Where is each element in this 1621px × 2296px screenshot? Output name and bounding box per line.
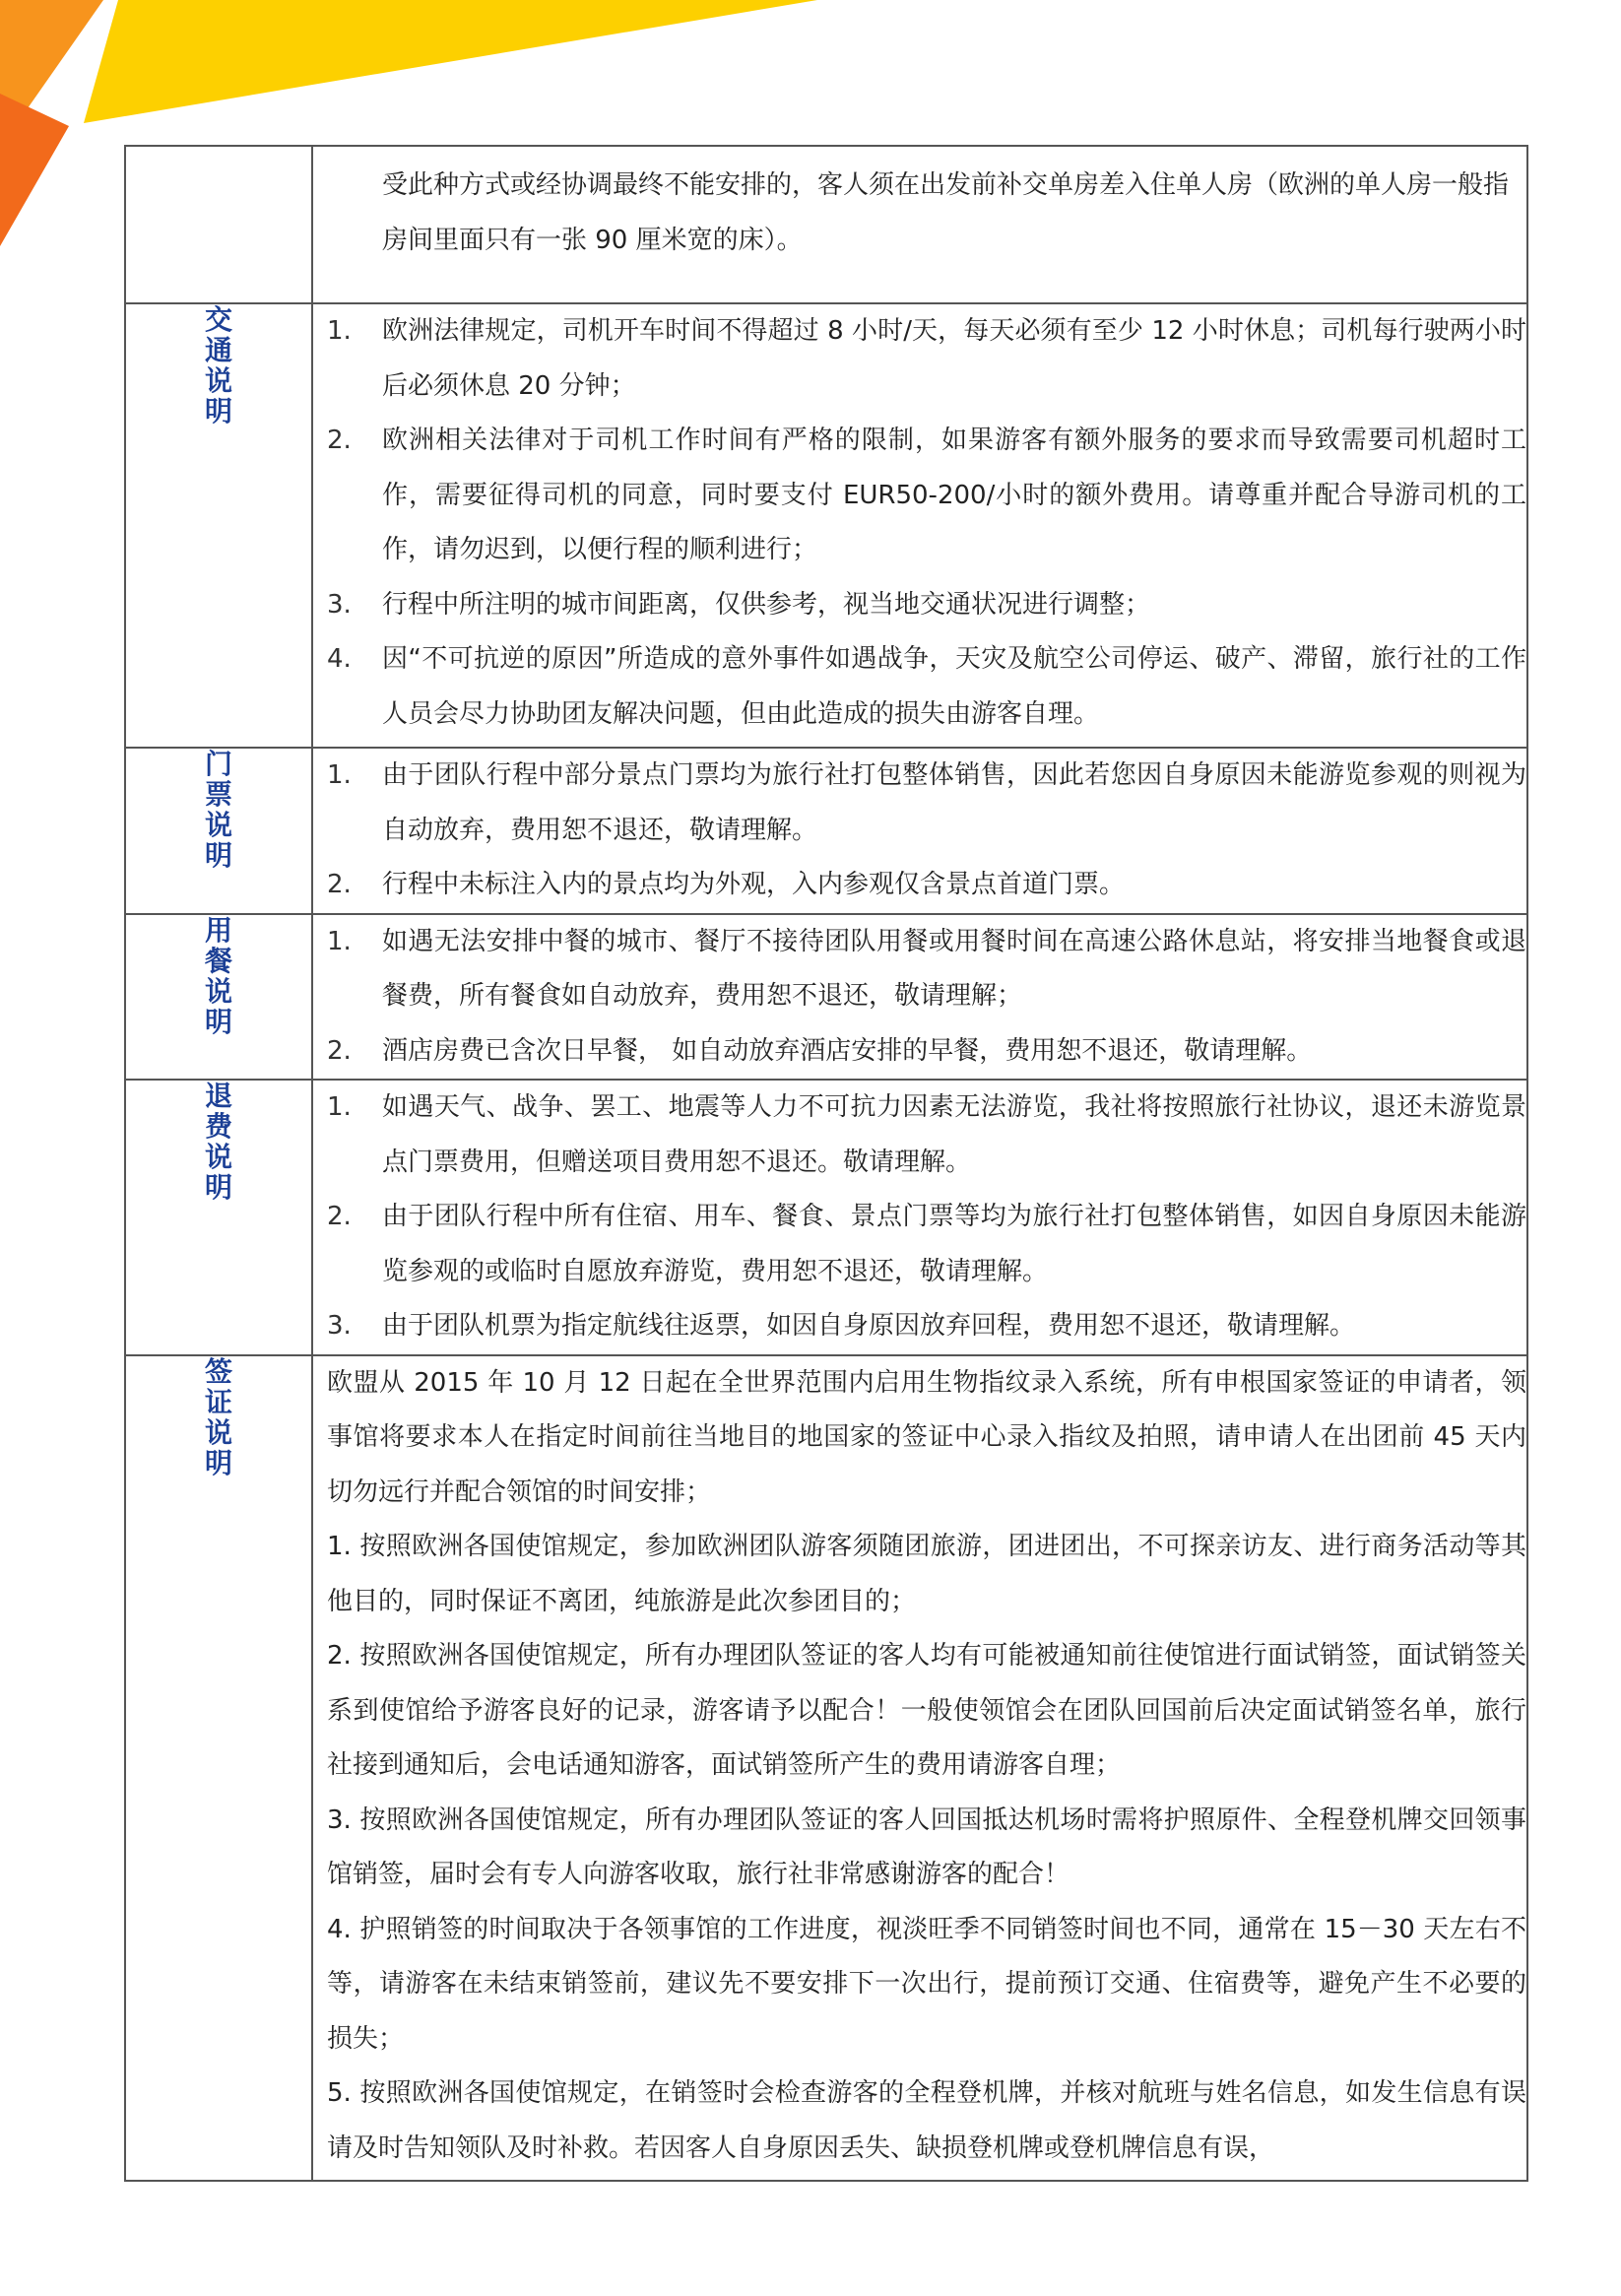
- table-row: [125, 146, 1527, 303]
- visa-paragraph: 欧盟从 2015 年 10 月 12 日起在全世界范围内启用生物指纹录入系统，所有申根国家签证的申请者，领事馆将要求本人在指定时间前往当地目的地国家的签证中心录入指纹及拍照，请申请人在出团前 45 天内切勿远行并配合领馆的时间安排；: [327, 1367, 1526, 1507]
- item-text: 由于团队机票为指定航线往返票，如因自身原因放弃回程，费用恕不退还，敬请理解。: [382, 1311, 1356, 1341]
- visa-paragraph: 4. 护照销签的时间取决于各领事馆的工作进度，视淡旺季不同销签时间也不同，通常在 15－30 天左右不等，请游客在未结束销签前，建议先不要安排下一次出行，提前预订交通、住宿费等，避免产生不必要的损失；: [327, 1914, 1526, 2054]
- list-item: [313, 304, 1526, 414]
- section-heading: 退费说明: [204, 1080, 232, 1204]
- body-cell: [312, 1355, 1527, 2181]
- list-item: [313, 632, 1526, 742]
- table-row: [125, 748, 1527, 914]
- heading-cell: [125, 303, 312, 748]
- item-number: 2.: [327, 1202, 352, 1231]
- list-item: [313, 578, 1526, 633]
- visa-paragraph: 5. 按照欧洲各国使馆规定，在销签时会检查游客的全程登机牌，并核对航班与姓名信息，如发生信息有误请及时告知领队及时补救。若因客人自身原因丢失、缺损登机牌或登机牌信息有误，: [327, 2078, 1526, 2163]
- list-item: [313, 749, 1526, 858]
- item-number: 1.: [327, 926, 352, 956]
- list-item: [313, 858, 1526, 913]
- list-item: [313, 1190, 1526, 1299]
- item-text: 因“不可抗逆的原因”所造成的意外事件如遇战争，天灾及航空公司停运、破产、滞留，旅行社的工作人员会尽力协助团友解决问题，但由此造成的损失由游客自理。: [382, 644, 1526, 729]
- heading-cell: [125, 1355, 312, 2181]
- heading-cell: [125, 1080, 312, 1355]
- list-item: [313, 1024, 1526, 1080]
- visa-paragraph: 2. 按照欧洲各国使馆规定，所有办理团队签证的客人均有可能被通知前往使馆进行面试销签，面试销签关系到使馆给予游客良好的记录，游客请予以配合！一般使领馆会在团队回国前后决定面试销签名单，旅行社接到通知后，会电话通知游客，面试销签所产生的费用请游客自理；: [327, 1641, 1526, 1780]
- section-heading: 交通说明: [204, 303, 232, 427]
- item-number: 3.: [327, 589, 352, 620]
- info-table: [124, 145, 1528, 2182]
- yellow-shard: [84, 0, 817, 123]
- item-number: 1.: [327, 316, 352, 346]
- item-number: 1.: [327, 760, 352, 790]
- item-number: 3.: [327, 1311, 352, 1341]
- item-text: 行程中未标注入内的景点均为外观，入内参观仅含景点首道门票。: [382, 870, 1126, 899]
- item-number: 1.: [327, 1092, 352, 1122]
- orange-shard-lower: [0, 94, 69, 246]
- table-row: [125, 914, 1527, 1081]
- table-row: [125, 303, 1527, 748]
- item-number: 2.: [327, 870, 352, 899]
- visa-paragraph: 3. 按照欧洲各国使馆规定，所有办理团队签证的客人回国抵达机场时需将护照原件、全程登机牌交回领事馆销签，届时会有专人向游客收取，旅行社非常感谢游客的配合！: [327, 1804, 1526, 1889]
- empty-heading-cell: [125, 146, 312, 303]
- body-cell: [312, 146, 1527, 303]
- item-text: 行程中所注明的城市间距离，仅供参考，视当地交通状况进行调整；: [382, 589, 1151, 620]
- item-text: 酒店房费已含次日早餐， 如自动放弃酒店安排的早餐，费用恕不退还，敬请理解。: [382, 1035, 1313, 1066]
- item-number: 2.: [327, 426, 352, 455]
- table-row: [125, 1080, 1527, 1355]
- heading-cell: [125, 914, 312, 1081]
- body-cell: [312, 1080, 1527, 1355]
- item-text: 欧洲法律规定，司机开车时间不得超过 8 小时/天，每天必须有至少 12 小时休息；司机每行驶两小时后必须休息 20 分钟；: [382, 316, 1526, 401]
- section-heading: 签证说明: [204, 1354, 232, 1479]
- visa-paragraph: 1. 按照欧洲各国使馆规定，参加欧洲团队游客须随团旅游，团进团出，不可探亲访友、进行商务活动等其他目的，同时保证不离团，纯旅游是此次参团目的；: [327, 1532, 1526, 1616]
- body-cell: [312, 914, 1527, 1081]
- item-number: 2.: [327, 1035, 352, 1066]
- list-item: [313, 1299, 1526, 1354]
- list-item: [313, 1081, 1526, 1190]
- item-text: 如遇无法安排中餐的城市、餐厅不接待团队用餐或用餐时间在高速公路休息站，将安排当地餐食或退餐费，所有餐食如自动放弃，费用恕不退还，敬请理解；: [382, 926, 1526, 1011]
- item-text: 如遇天气、战争、罢工、地震等人力不可抗力因素无法游览，我社将按照旅行社协议，退还未游览景点门票费用，但赠送项目费用恕不退还。敬请理解。: [382, 1092, 1526, 1177]
- heading-cell: [125, 748, 312, 914]
- section-heading: 用餐说明: [204, 913, 232, 1038]
- body-cell: [312, 303, 1527, 748]
- orange-shard: [0, 0, 103, 148]
- list-item: [313, 414, 1526, 578]
- item-text: 欧洲相关法律对于司机工作时间有严格的限制，如果游客有额外服务的要求而导致需要司机超时工作，需要征得司机的同意，同时要支付 EUR50-200/小时的额外费用。请尊重并配合导游司机的工作，请勿迟到，以便行程的顺利进行；: [382, 426, 1526, 564]
- continuation-text: 受此种方式或经协调最终不能安排的，客人须在出发前补交单房差入住单人房（欧洲的单人房一般指房间里面只有一张 90 厘米宽的床）。: [382, 170, 1510, 255]
- body-cell: [312, 748, 1527, 914]
- item-number: 4.: [327, 644, 352, 674]
- section-heading: 门票说明: [204, 748, 232, 872]
- item-text: 由于团队行程中所有住宿、用车、餐食、景点门票等均为旅行社打包整体销售，如因自身原因未能游览参观的或临时自愿放弃游览，费用恕不退还，敬请理解。: [382, 1202, 1526, 1286]
- table-row: [125, 1355, 1527, 2181]
- list-item: [313, 915, 1526, 1024]
- item-text: 由于团队行程中部分景点门票均为旅行社打包整体销售，因此若您因自身原因未能游览参观的则视为自动放弃，费用恕不退还，敬请理解。: [382, 760, 1526, 845]
